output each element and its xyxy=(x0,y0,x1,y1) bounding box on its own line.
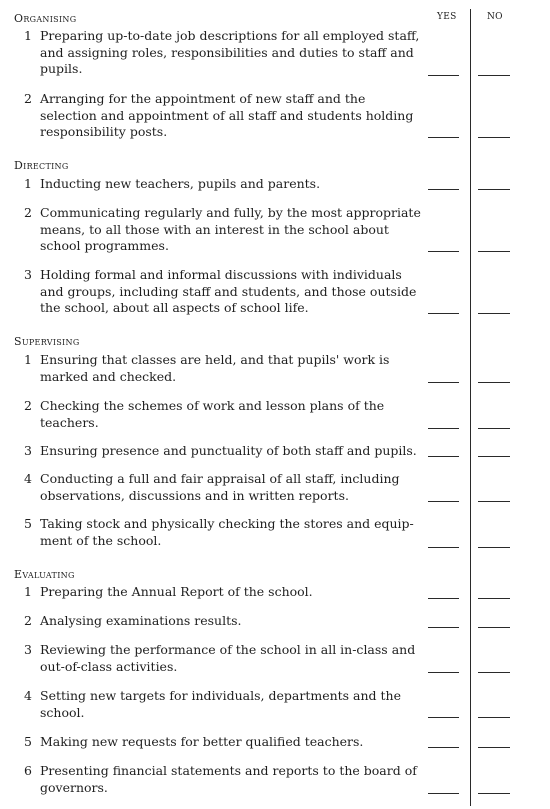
item-text: Presenting financial statements and reports to the board of governors. xyxy=(40,763,417,795)
no-answer-line[interactable] xyxy=(478,313,510,314)
item-number: 3 xyxy=(24,267,32,282)
item-number: 1 xyxy=(24,28,32,43)
item-number: 4 xyxy=(24,471,32,486)
no-column-header: NO xyxy=(487,12,503,22)
yes-answer-line[interactable] xyxy=(428,313,459,314)
no-answer-line[interactable] xyxy=(478,547,510,548)
item-number: 5 xyxy=(24,734,32,749)
no-answer-line[interactable] xyxy=(478,428,510,429)
yes-answer-line[interactable] xyxy=(428,137,459,138)
yes-answer-line[interactable] xyxy=(428,456,459,457)
no-answer-line[interactable] xyxy=(478,793,510,794)
no-answer-line[interactable] xyxy=(478,75,510,76)
no-answer-line[interactable] xyxy=(478,189,510,190)
yes-answer-line[interactable] xyxy=(428,672,459,673)
item-number: 1 xyxy=(24,352,32,367)
yes-answer-line[interactable] xyxy=(428,428,459,429)
item-text: Setting new targets for individuals, departments and the school. xyxy=(40,688,401,720)
no-answer-line[interactable] xyxy=(478,598,510,599)
no-answer-line[interactable] xyxy=(478,747,510,748)
item-text: Preparing up-to-date job descriptions for all employed staff, and assigning roles, responsibilities and duties to staff and pupils. xyxy=(40,28,420,76)
item-text: Arranging for the appointment of new staff and the selection and appointment of all staff and students holding responsibility posts. xyxy=(40,91,414,139)
item-text: Conducting a full and fair appraisal of all staff, including observations, discussions and in written reports. xyxy=(40,471,400,503)
item-number: 5 xyxy=(24,516,32,531)
no-answer-line[interactable] xyxy=(478,627,510,628)
yes-answer-line[interactable] xyxy=(428,747,459,748)
yes-answer-line[interactable] xyxy=(428,547,459,548)
item-text: Checking the schemes of work and lesson plans of the teachers. xyxy=(40,398,385,430)
no-answer-line[interactable] xyxy=(478,501,510,502)
yes-answer-line[interactable] xyxy=(428,251,459,252)
yes-answer-line[interactable] xyxy=(428,382,459,383)
item-text: Reviewing the performance of the school in all in-class and out-of-class activities. xyxy=(40,642,416,674)
no-answer-line[interactable] xyxy=(478,672,510,673)
item-number: 2 xyxy=(24,398,32,413)
item-text: Communicating regularly and fully, by the most appropriate means, to all those with an interest in the school about school programmes. xyxy=(40,205,421,253)
no-answer-line[interactable] xyxy=(478,717,510,718)
yes-answer-line[interactable] xyxy=(428,189,459,190)
item-number: 2 xyxy=(24,91,32,106)
item-number: 3 xyxy=(24,642,32,657)
item-number: 3 xyxy=(24,443,32,458)
yes-answer-line[interactable] xyxy=(428,75,459,76)
item-text: Ensuring that classes are held, and that pupils' work is marked and checked. xyxy=(40,352,390,384)
item-text: Making new requests for better qualified teachers. xyxy=(40,734,364,749)
no-answer-line[interactable] xyxy=(478,251,510,252)
item-text: Ensuring presence and punctuality of both staff and pupils. xyxy=(40,443,417,458)
item-text: Holding formal and informal discussions with individuals and groups, including staff and students, and those outside the school, about all aspects of school life. xyxy=(40,267,417,315)
item-number: 1 xyxy=(24,176,32,191)
item-text: Inducting new teachers, pupils and parents. xyxy=(40,176,321,191)
item-number: 1 xyxy=(24,584,32,599)
section-heading-supervising: Supervising xyxy=(14,335,80,348)
no-answer-line[interactable] xyxy=(478,456,510,457)
yes-answer-line[interactable] xyxy=(428,598,459,599)
no-answer-line[interactable] xyxy=(478,137,510,138)
no-answer-line[interactable] xyxy=(478,382,510,383)
section-heading-organising: Organising xyxy=(14,12,77,25)
item-number: 2 xyxy=(24,613,32,628)
yes-answer-line[interactable] xyxy=(428,627,459,628)
section-heading-evaluating: Evaluating xyxy=(14,568,75,581)
section-heading-directing: Directing xyxy=(14,159,69,172)
yes-answer-line[interactable] xyxy=(428,793,459,794)
column-divider xyxy=(470,9,471,806)
item-text: Taking stock and physically checking the stores and equip-ment of the school. xyxy=(40,516,414,548)
yes-column-header: YES xyxy=(437,12,457,22)
item-text: Preparing the Annual Report of the school. xyxy=(40,584,313,599)
item-number: 6 xyxy=(24,763,32,778)
yes-answer-line[interactable] xyxy=(428,501,459,502)
item-number: 4 xyxy=(24,688,32,703)
item-text: Analysing examinations results. xyxy=(40,613,242,628)
item-number: 2 xyxy=(24,205,32,220)
yes-answer-line[interactable] xyxy=(428,717,459,718)
